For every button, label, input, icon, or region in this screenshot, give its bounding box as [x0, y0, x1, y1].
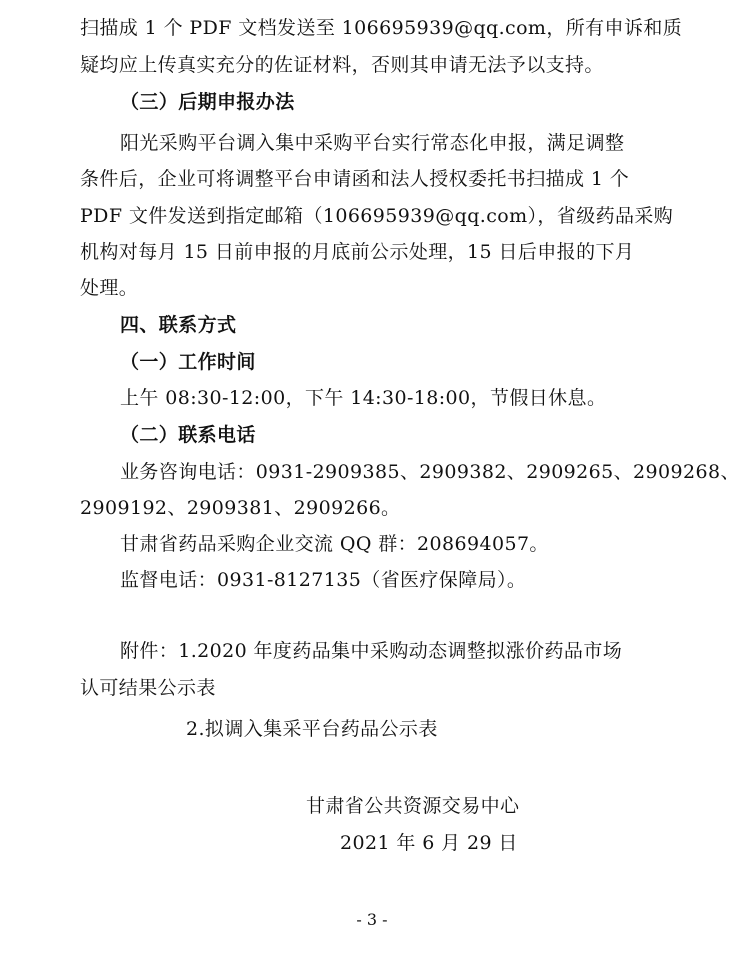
working-hours-text: 上午 08:30-12:00，下午 14:30-18:00，节假日休息。: [120, 387, 607, 409]
attachment-item: 认可结果公示表: [80, 677, 216, 699]
body-text-line: 扫描成 1 个 PDF 文档发送至 106695939@qq.com，所有申诉和质: [80, 17, 683, 39]
attachment-item: 2.拟调入集采平台药品公示表: [186, 718, 438, 740]
body-text-line: 处理。: [80, 277, 139, 299]
section-heading: （三）后期申报办法: [120, 91, 295, 113]
body-text-line: PDF 文件发送到指定邮箱（106695939@qq.com），省级药品采购: [80, 205, 674, 227]
body-text-line: 疑均应上传真实充分的佐证材料，否则其申请无法予以支持。: [80, 54, 604, 76]
supervision-phone-text: 监督电话：0931-8127135（省医疗保障局）。: [120, 569, 527, 591]
body-text-line: 机构对每月 15 日前申报的月底前公示处理，15 日后申报的下月: [80, 241, 635, 263]
body-text-line: 条件后，企业可将调整平台申请函和法人授权委托书扫描成 1 个: [80, 168, 630, 190]
attachment-item: 附件：1.2020 年度药品集中采购动态调整拟涨价药品市场: [120, 640, 623, 662]
subsection-heading: （二）联系电话: [120, 424, 256, 446]
signature-org: 甘肃省公共资源交易中心: [306, 795, 520, 817]
page-number: - 3 -: [356, 910, 388, 929]
phone-line: 2909192、2909381、2909266。: [80, 497, 401, 519]
qq-group-text: 甘肃省药品采购企业交流 QQ 群：208694057。: [120, 533, 549, 555]
subsection-heading: （一）工作时间: [120, 351, 256, 373]
body-text-line: 阳光采购平台调入集中采购平台实行常态化申报，满足调整: [120, 132, 625, 154]
section-heading: 四、联系方式: [120, 314, 237, 336]
signature-date: 2021 年 6 月 29 日: [340, 832, 518, 854]
phone-line: 业务咨询电话：0931-2909385、2909382、2909265、2909268、: [120, 461, 740, 483]
